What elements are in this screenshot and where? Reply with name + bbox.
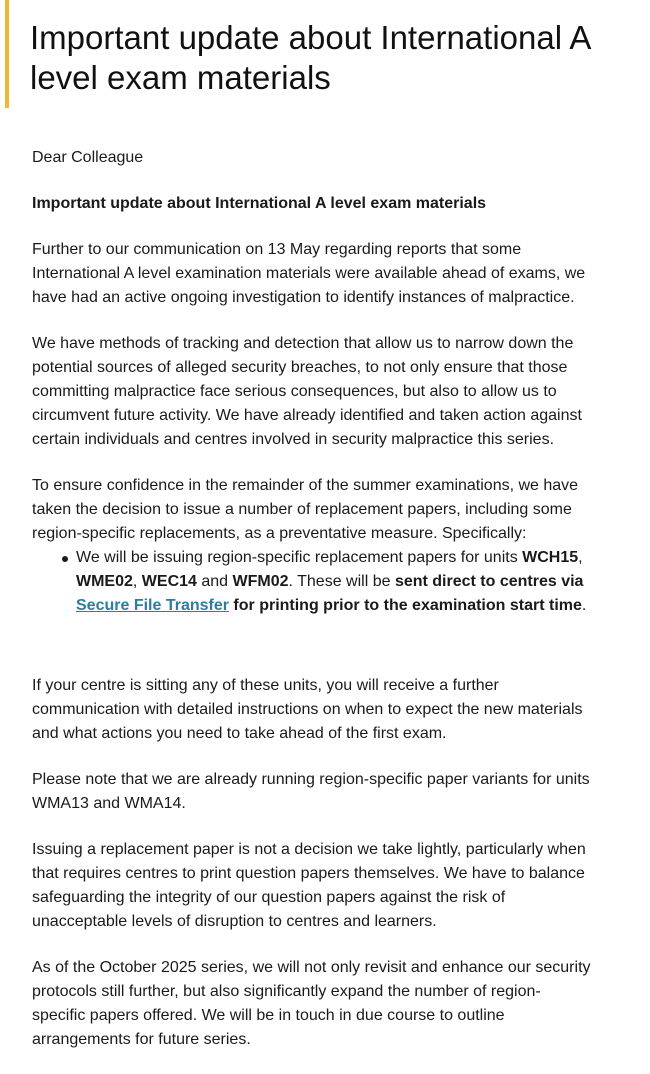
text-line: protocols still further, but also significantly expand the number of region- [32,983,541,1000]
text-line: committing malpractice face serious consequences, but also to allow us to [32,383,557,400]
text-line: region-specific replacements, as a preventative measure. Specifically: [32,525,527,542]
text-line: As of the October 2025 series, we will not only revisit and enhance our security [32,959,591,976]
unit-code: WME02 [76,573,133,590]
replacement-list [32,546,648,618]
text-line: To ensure confidence in the remainder of the summer examinations, we have [32,477,579,494]
page-title-line: level exam materials [30,59,331,96]
text-line: circumvent future activity. We have already identified and taken action against [32,407,582,424]
paragraph-investigation [32,238,648,310]
text-line: specific papers offered. We will be in touch in due course to outline [32,1007,505,1024]
letter-body [32,146,648,1074]
text-line: communication with detailed instructions on when to expect the new materials [32,701,583,718]
bullet-text: and [196,573,233,590]
list-item [76,546,648,618]
text-line: certain individuals and centres involved in security malpractice this series. [32,431,555,448]
secure-file-transfer-link[interactable]: Secure File Transfer [76,597,229,614]
text-line: Please note that we are already running region-specific paper variants for units [32,771,590,788]
bullet-text: . These will be [288,573,395,590]
paragraph-future-series [32,956,648,1052]
paragraph-disruption [32,838,648,934]
text-line [76,546,648,570]
paragraph-variants [32,768,648,816]
letter-subheading: Important update about International A level exam materials [32,195,487,212]
title-accent-bar [5,0,9,108]
text-line: have had an active ongoing investigation to identify instances of malpractice. [32,289,575,306]
bullet-text: We will be issuing region-specific replacement papers for units [76,549,523,566]
text-line: unacceptable levels of disruption to centres and learners. [32,913,437,930]
unit-code: WEC14 [141,573,197,590]
text-line: taken the decision to issue a number of replacement papers, including some [32,501,572,518]
bullet-text: . [581,597,587,614]
unit-code: WFM02 [232,573,289,590]
text-line: potential sources of alleged security breaches, to not only ensure that those [32,359,568,376]
page-title [30,18,640,98]
text-line: If your centre is sitting any of these units, you will receive a further [32,677,499,694]
text-line [76,570,648,594]
page-title-line: Important update about International A [30,19,592,56]
text-line: Further to our communication on 13 May regarding reports that some [32,241,522,258]
text-line: safeguarding the integrity of our question papers against the risk of [32,889,506,906]
delivery-note: for printing prior to the examination start time [228,597,582,614]
paragraph-centre-instructions [32,674,648,746]
paragraph-tracking [32,332,648,452]
paragraph-replacement [32,474,648,546]
delivery-note: sent direct to centres via [394,573,584,590]
greeting: Dear Colleague [32,149,144,166]
text-line: International A level examination materials were available ahead of exams, we [32,265,586,282]
text-line: Issuing a replacement paper is not a decision we take lightly, particularly when [32,841,586,858]
text-line: We have methods of tracking and detection that allow us to narrow down the [32,335,574,352]
text-line: and what actions you need to take ahead of the first exam. [32,725,447,742]
unit-code: WCH15 [522,549,579,566]
text-line: that requires centres to print question papers themselves. We have to balance [32,865,585,882]
bullet-text: , [578,549,583,566]
bullet-text: , [132,573,142,590]
text-line: WMA13 and WMA14. [32,795,186,812]
text-line: arrangements for future series. [32,1031,251,1048]
text-line [76,594,648,618]
